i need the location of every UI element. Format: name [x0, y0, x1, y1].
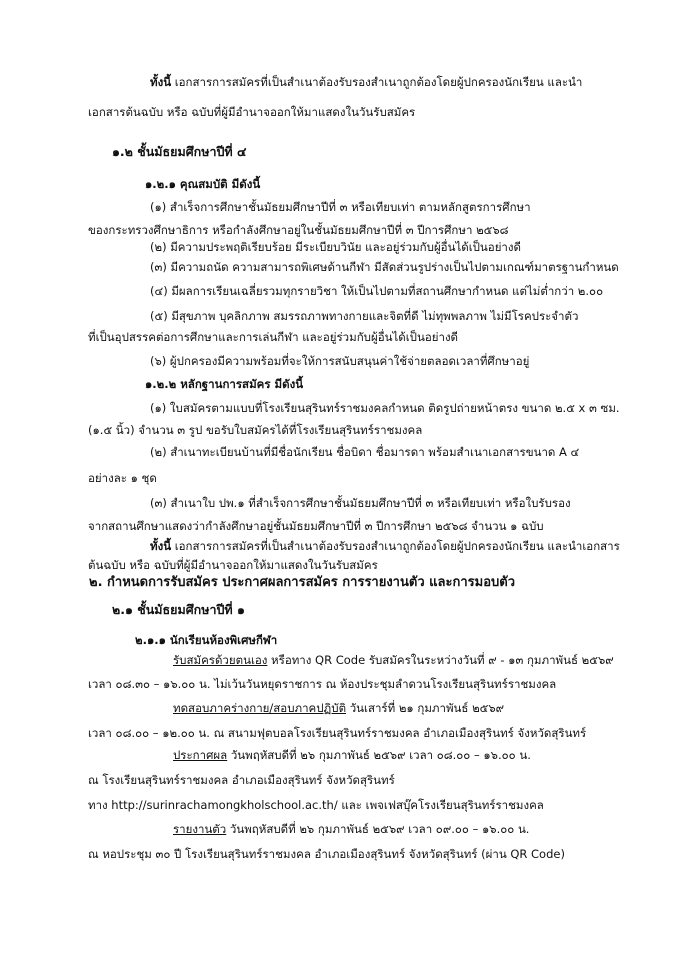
section-heading: ๒.๑ ชั้นมัธยมศึกษาปีที่ ๑ [112, 602, 245, 617]
list-item: (๒) มีความประพฤติเรียบร้อย มีระเบียบวินัย และอยู่ร่วมกับผู้อื่นได้เป็นอย่างดี [150, 240, 521, 254]
subsection-heading: ๑.๒.๑ คุณสมบัติ มีดังนี้ [145, 177, 261, 191]
schedule-test-detail: เวลา ๐๘.๐๐ – ๑๒.๐๐ น. ณ สนามฟุตบอลโรงเรียนสุรินทร์ราชมงคล อำเภอเมืองสุรินทร์ จังหวัดสุรินทร์ [88, 726, 587, 740]
list-item: (๓) สำเนาใบ ปพ.๑ ที่สำเร็จการศึกษาชั้นมัธยมศึกษาปีที่ ๓ หรือเทียบเท่า หรือใบรับรอง [150, 496, 571, 510]
list-item-continuation: (๑.๕ นิ้ว) จำนวน ๓ รูป ขอรับใบสมัครได้ที่โรงเรียนสุรินทร์ราชมงคล [88, 423, 423, 437]
schedule-announce-detail: ณ โรงเรียนสุรินทร์ราชมงคล อำเภอเมืองสุรินทร์ จังหวัดสุรินทร์ [88, 773, 395, 787]
schedule-announce-web: ทาง http://surinrachamongkholschool.ac.th/ และ เพจเฟสบุ๊คโรงเรียนสุรินทร์ราชมงคล [88, 798, 544, 812]
note-lead: ทั้งนี้ [150, 539, 172, 553]
paragraph-note-line: ต้นฉบับ หรือ ฉบับที่ผู้มีอำนาจออกให้มาแสดงในวันรับสมัคร [88, 558, 378, 572]
schedule-test [173, 700, 504, 716]
schedule-report [173, 821, 529, 837]
schedule-apply [173, 652, 614, 668]
schedule-test-text: วันเสาร์ที่ ๒๑ กุมภาพันธ์ ๒๕๖๙ [346, 701, 505, 715]
schedule-report-detail: ณ หอประชุม ๓๐ ปี โรงเรียนสุรินทร์ราชมงคล อำเภอเมืองสุรินทร์ จังหวัดสุรินทร์ (ผ่าน QR Code) [88, 847, 565, 861]
note-text: เอกสารการสมัครที่เป็นสำเนาต้องรับรองสำเนาถูกต้องโดยผู้ปกครองนักเรียน และนำ [171, 75, 583, 89]
schedule-announce [173, 747, 531, 763]
schedule-report-label: รายงานตัว [173, 822, 227, 836]
paragraph-note-line [150, 74, 582, 90]
list-item-continuation: จากสถานศึกษาแสดงว่ากำลังศึกษาอยู่ชั้นมัธยมศึกษาปีที่ ๓ ปีการศึกษา ๒๕๖๘ จำนวน ๑ ฉบับ [88, 519, 544, 533]
schedule-apply-label: รับสมัครด้วยตนเอง [173, 653, 268, 667]
subsection-heading: ๑.๒.๒ หลักฐานการสมัคร มีดังนี้ [145, 377, 304, 391]
list-item: (๑) ใบสมัครตามแบบที่โรงเรียนสุรินทร์ราชมงคลกำหนด ติดรูปถ่ายหน้าตรง ขนาด ๒.๕ x ๓ ซม. [150, 401, 620, 415]
section-heading: ๑.๒ ชั้นมัธยมศึกษาปีที่ ๔ [112, 144, 247, 159]
paragraph-note-line: เอกสารต้นฉบับ หรือ ฉบับที่ผู้มีอำนาจออกให้มาแสดงในวันรับสมัคร [88, 105, 416, 119]
list-item-continuation: ที่เป็นอุปสรรคต่อการศึกษาและการเล่นกีฬา และอยู่ร่วมกับผู้อื่นได้เป็นอย่างดี [88, 330, 459, 344]
list-item-continuation: ของกระทรวงศึกษาธิการ หรือกำลังศึกษาอยู่ในชั้นมัธยมศึกษาปีที่ ๓ ปีการศึกษา ๒๕๖๘ [88, 223, 509, 237]
list-item: (๔) มีผลการเรียนเฉลี่ยรวมทุกรายวิชา ให้เป็นไปตามที่สถานศึกษากำหนด แต่ไม่ต่ำกว่า ๒.๐๐ [150, 284, 604, 298]
subsection-heading: ๒.๑.๑ นักเรียนห้องพิเศษกีฬา [135, 633, 278, 647]
list-item: (๓) มีความถนัด ความสามารถพิเศษด้านกีฬา มีสัดส่วนรูปร่างเป็นไปตามเกณฑ์มาตรฐานกำหนด [150, 260, 619, 274]
list-item: (๕) มีสุขภาพ บุคลิกภาพ สมรรถภาพทางกายและจิตที่ดี ไม่ทุพพลภาพ ไม่มีโรคประจำตัว [150, 309, 579, 323]
schedule-test-label: ทดสอบภาคร่างกาย/สอบภาคปฏิบัติ [173, 701, 347, 715]
list-item: (๖) ผู้ปกครองมีความพร้อมที่จะให้การสนับสนุนค่าใช้จ่ายตลอดเวลาที่ศึกษาอยู่ [150, 354, 530, 368]
list-item: (๒) สำเนาทะเบียนบ้านที่มีชื่อนักเรียน ชื่อบิดา ชื่อมารดา พร้อมสำเนาเอกสารขนาด A ๔ [150, 445, 580, 459]
list-item: (๑) สำเร็จการศึกษาชั้นมัธยมศึกษาปีที่ ๓ หรือเทียบเท่า ตามหลักสูตรการศึกษา [150, 200, 531, 214]
schedule-apply-text: หรือทาง QR Code รับสมัครในระหว่างวันที่ ๙ - ๑๓ กุมภาพันธ์ ๒๕๖๙ [267, 653, 614, 667]
list-item-continuation: อย่างละ ๑ ชุด [88, 471, 157, 485]
schedule-announce-label: ประกาศผล [173, 748, 228, 762]
schedule-announce-text: วันพฤหัสบดีที่ ๒๖ กุมภาพันธ์ ๒๕๖๙ เวลา ๐๘.๐๐ – ๑๖.๐๐ น. [227, 748, 531, 762]
section-heading: ๒. กำหนดการรับสมัคร ประกาศผลการสมัคร การรายงานตัว และการมอบตัว [89, 575, 515, 590]
note-text: เอกสารการสมัครที่เป็นสำเนาต้องรับรองสำเนาถูกต้องโดยผู้ปกครองนักเรียน และนำเอกสาร [171, 539, 620, 553]
paragraph-note-line [150, 538, 620, 554]
note-lead: ทั้งนี้ [150, 75, 172, 89]
schedule-report-text: วันพฤหัสบดีที่ ๒๖ กุมภาพันธ์ ๒๕๖๙ เวลา ๐๙.๐๐ – ๑๖.๐๐ น. [226, 822, 530, 836]
schedule-apply-detail: เวลา ๐๘.๓๐ – ๑๖.๐๐ น. ไม่เว้นวันหยุดราชการ ณ ห้องประชุมลำดวนโรงเรียนสุรินทร์ราชมงคล [88, 677, 557, 691]
